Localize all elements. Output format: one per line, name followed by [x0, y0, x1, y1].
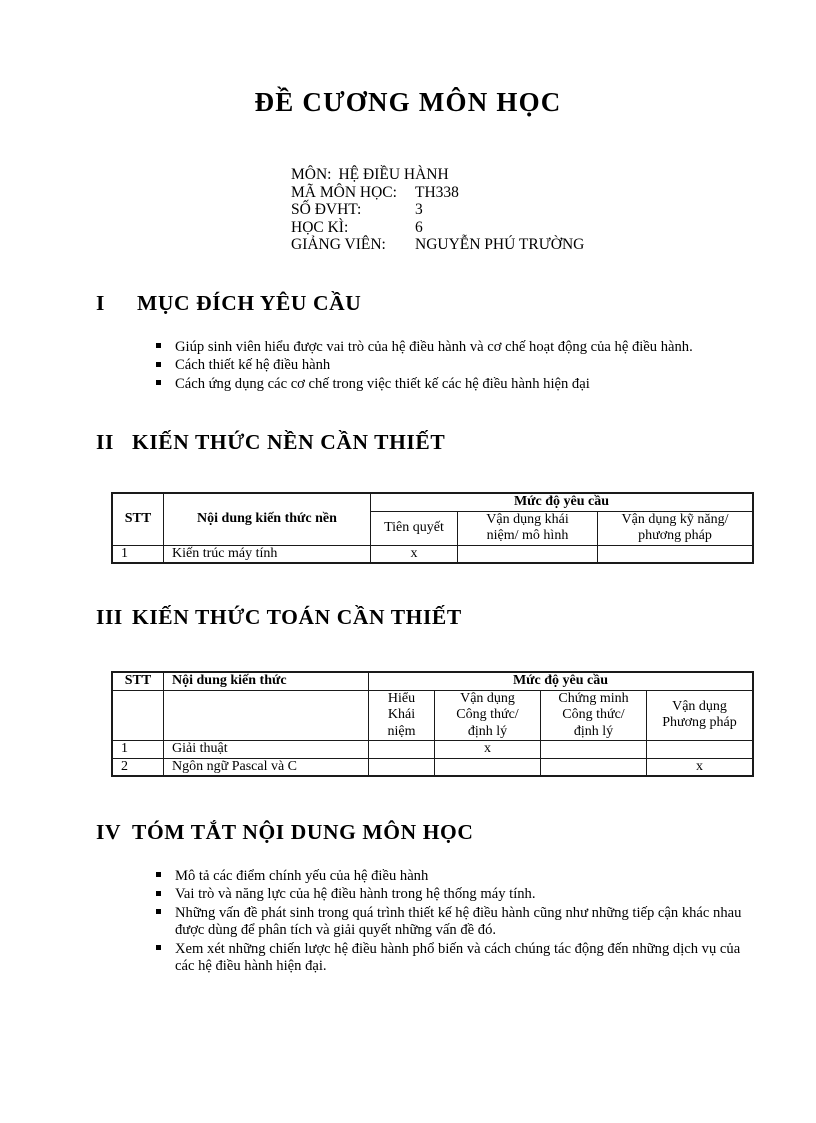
list-item-text: Cách ứng dụng các cơ chế trong việc thiết kế các hệ điều hành hiện đại: [175, 375, 590, 392]
list-item: [156, 339, 744, 356]
list-item-text: Xem xét những chiến lược hệ điều hành phổ biến và cách chúng tác động đến những dịch vụ của các hệ điều hành hiện đại.: [175, 940, 741, 975]
list-item-text: Mô tả các điểm chính yếu của hệ điều hành: [175, 868, 429, 884]
meta-label-semester: HỌC KÌ:: [291, 218, 349, 236]
subheader-apply-concept: [458, 511, 598, 545]
subheader-line: Công thức/: [562, 707, 625, 722]
list-item: [156, 941, 746, 976]
subheader-line: định lý: [467, 723, 508, 739]
meta-row-course-code: [291, 184, 584, 202]
header-requirement-level: Mức độ yêu cầu: [369, 673, 753, 691]
math-knowledge-table: [112, 672, 753, 776]
square-bullet-icon: [156, 339, 175, 356]
meta-row-credits: [291, 201, 584, 219]
subheader-line: Phương pháp: [662, 715, 737, 731]
section-heading-3: [96, 605, 462, 630]
subheader-apply-formula: [435, 690, 541, 741]
header-content: Nội dung kiến thức: [164, 673, 369, 691]
table-header-row: [113, 673, 753, 691]
subheader-spacer-content: [164, 690, 369, 741]
section-number-3: III: [96, 605, 123, 629]
section-number-2: II: [96, 430, 114, 454]
subheader-line: Vận dụng kỹ năng/: [621, 511, 729, 527]
meta-label-course-code: MÃ MÔN HỌC:: [291, 183, 397, 201]
square-bullet-icon: [156, 376, 175, 393]
table-header-row: [113, 494, 753, 512]
cell-mark-prove-formula: [541, 741, 647, 759]
square-bullet-icon: [156, 886, 175, 903]
meta-label-lecturer: GIẢNG VIÊN:: [291, 236, 386, 254]
meta-value-subject: HỆ ĐIỀU HÀNH: [338, 166, 449, 183]
section-heading-2: [96, 430, 445, 455]
prerequisite-knowledge-table: [112, 493, 753, 563]
cell-mark-prerequisite: x: [371, 545, 458, 563]
subheader-prove-formula: [541, 690, 647, 741]
subheader-line: Công thức/: [456, 707, 519, 722]
list-item-text: Vai trò và năng lực của hệ điều hành trong hệ thống máy tính.: [175, 886, 536, 903]
list-item: [156, 376, 744, 393]
cell-content: Kiến trúc máy tính: [164, 545, 371, 563]
cell-stt: 1: [113, 741, 164, 759]
subheader-line: Vận dụng khái: [486, 511, 569, 527]
table-row: [113, 758, 753, 776]
header-stt: STT: [113, 494, 164, 546]
meta-value-course-code: TH338: [415, 183, 459, 201]
cell-mark-understand-concept: [369, 758, 435, 776]
section-title-1: MỤC ĐÍCH YÊU CẦU: [137, 291, 362, 315]
subheader-line: phương pháp: [638, 528, 712, 543]
cell-mark-apply-formula: [435, 758, 541, 776]
header-requirement-level: Mức độ yêu cầu: [371, 494, 753, 512]
subheader-line: Khái: [387, 707, 416, 722]
table-row: [113, 741, 753, 759]
subheader-apply-method: [647, 690, 753, 741]
cell-stt: 1: [113, 545, 164, 563]
table-subheader-row: [113, 690, 753, 741]
subheader-prerequisite: [371, 511, 458, 545]
meta-value-semester: 6: [415, 218, 423, 236]
section-heading-4: [96, 820, 474, 845]
subheader-apply-skill: [598, 511, 753, 545]
subheader-line: Vận dụng: [672, 698, 727, 714]
square-bullet-icon: [156, 941, 175, 958]
section-4-bullet-list: [156, 868, 746, 976]
subheader-understand-concept: [369, 690, 435, 741]
cell-mark-apply-method: x: [647, 758, 753, 776]
cell-mark-understand-concept: [369, 741, 435, 759]
list-item: [156, 905, 746, 940]
cell-content: Ngôn ngữ Pascal và C: [164, 758, 369, 776]
square-bullet-icon: [156, 905, 175, 922]
subheader-line: Chứng minh: [558, 690, 629, 706]
square-bullet-icon: [156, 868, 175, 885]
subheader-line: niệm/ mô hình: [486, 528, 569, 543]
section-number-1: I: [96, 291, 105, 315]
section-1-bullet-list: [156, 339, 744, 394]
subheader-line: niệm: [387, 723, 416, 739]
subheader-line: Tiên quyết: [384, 519, 444, 535]
meta-label-credits: SỐ ĐVHT:: [291, 201, 362, 219]
list-item-text: Những vấn đề phát sinh trong quá trình thiết kế hệ điều hành cũng như những tiếp cận khác nhau được dùng để phân tích và giải quyết những vấn đề đó.: [175, 904, 742, 939]
cell-stt: 2: [113, 758, 164, 776]
list-item-text: Cách thiết kế hệ điều hành: [175, 357, 331, 374]
meta-label-subject: MÔN:: [291, 166, 332, 183]
list-item: [156, 868, 746, 885]
section-heading-1: [96, 291, 361, 316]
section-title-3: KIẾN THỨC TOÁN CẦN THIẾT: [132, 605, 462, 629]
meta-row-lecturer: [291, 236, 584, 254]
course-meta-block: [291, 166, 584, 254]
cell-mark-apply-concept: [458, 545, 598, 563]
table-row: [113, 545, 753, 563]
cell-mark-apply-formula: x: [435, 741, 541, 759]
list-item: [156, 886, 746, 903]
meta-value-lecturer: NGUYỄN PHÚ TRƯỜNG: [415, 236, 585, 254]
header-stt: STT: [113, 673, 164, 691]
subheader-spacer-stt: [113, 690, 164, 741]
subheader-line: Vận dụng: [460, 690, 515, 706]
section-title-2: KIẾN THỨC NỀN CẦN THIẾT: [132, 430, 446, 454]
meta-row-semester: [291, 219, 584, 237]
subheader-line: Hiểu: [387, 690, 416, 706]
meta-value-credits: 3: [415, 201, 423, 219]
meta-row-subject: [291, 166, 584, 184]
subheader-line: định lý: [573, 723, 614, 739]
header-content: Nội dung kiến thức nền: [164, 494, 371, 546]
section-title-4: TÓM TẮT NỘI DUNG MÔN HỌC: [132, 820, 474, 844]
list-item-text: Giúp sinh viên hiểu được vai trò của hệ điều hành và cơ chế hoạt động của hệ điều hành.: [175, 339, 693, 355]
cell-mark-prove-formula: [541, 758, 647, 776]
cell-content: Giải thuật: [164, 741, 369, 759]
page-title: ĐỀ CƯƠNG MÔN HỌC: [254, 87, 562, 117]
cell-mark-apply-method: [647, 741, 753, 759]
square-bullet-icon: [156, 357, 175, 374]
section-number-4: IV: [96, 820, 122, 844]
list-item: [156, 357, 744, 374]
cell-mark-apply-skill: [598, 545, 753, 563]
